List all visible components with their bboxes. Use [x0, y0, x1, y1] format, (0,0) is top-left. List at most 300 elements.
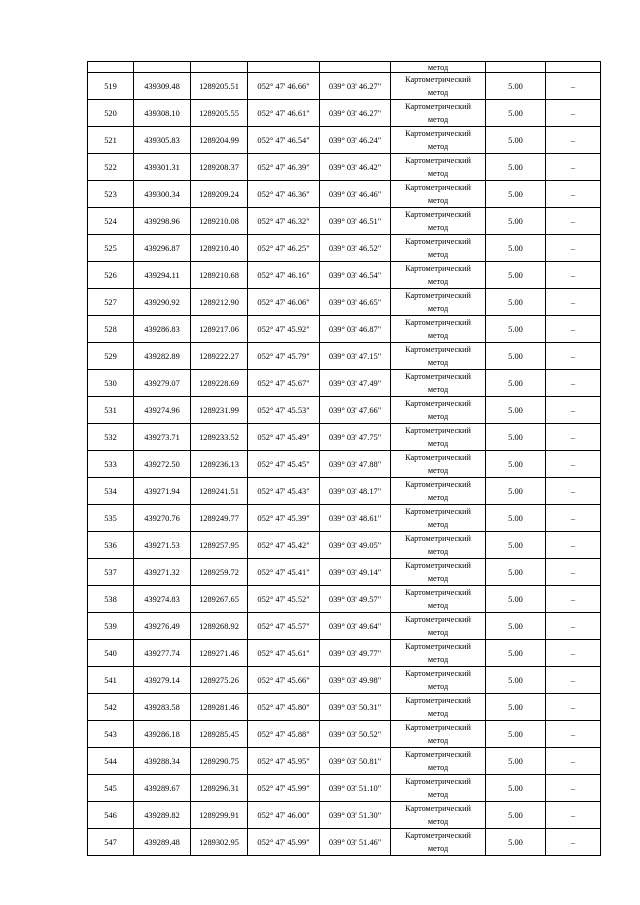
cell-x: 439308.10 [134, 100, 191, 127]
cell-x: 439283.58 [134, 694, 191, 721]
cell-point-number: 538 [88, 586, 134, 613]
table-row [88, 181, 601, 208]
cell-accuracy: 5.00 [486, 721, 546, 748]
cell-longitude: 039° 03' 49.57" [320, 586, 391, 613]
cell-y: 1289302.95 [191, 829, 248, 856]
method-line-2: метод [427, 493, 449, 502]
method-line-1: Картометрический [405, 696, 471, 705]
cell-method [391, 181, 486, 208]
method-line-1: Картометрический [405, 129, 471, 138]
cell-point-number: 528 [88, 316, 134, 343]
cell-longitude: 039° 03' 50.81" [320, 748, 391, 775]
table-row [88, 613, 601, 640]
cell-latitude: 052° 47' 46.54" [248, 127, 320, 154]
cell-point-number: 523 [88, 181, 134, 208]
cell-method [391, 343, 486, 370]
cell-note: – [546, 208, 601, 235]
cell-latitude: 052° 47' 46.16" [248, 262, 320, 289]
cell-y: 1289236.13 [191, 451, 248, 478]
cell-note: – [546, 181, 601, 208]
cell-point-number: 521 [88, 127, 134, 154]
cell-method [391, 154, 486, 181]
cell-y: 1289208.37 [191, 154, 248, 181]
cell-latitude: 052° 47' 45.88" [248, 721, 320, 748]
cell-latitude: 052° 47' 45.41" [248, 559, 320, 586]
cell-longitude: 039° 03' 46.51" [320, 208, 391, 235]
cell-x: 439271.94 [134, 478, 191, 505]
method-line-2: метод [427, 385, 449, 394]
method-line-2: метод [427, 817, 449, 826]
cell-y: 1289268.92 [191, 613, 248, 640]
cell-y: 1289204.99 [191, 127, 248, 154]
cell-note: – [546, 640, 601, 667]
method-line-2: метод [427, 115, 449, 124]
cell-latitude: 052° 47' 45.66" [248, 667, 320, 694]
cell-method [391, 451, 486, 478]
cell-latitude: 052° 47' 45.92" [248, 316, 320, 343]
cell-latitude: 052° 47' 45.42" [248, 532, 320, 559]
cell-latitude: 052° 47' 45.79" [248, 343, 320, 370]
cell-accuracy: 5.00 [486, 559, 546, 586]
cell-longitude: 039° 03' 47.66" [320, 397, 391, 424]
cell-longitude: 039° 03' 48.17" [320, 478, 391, 505]
cell-point-number: 545 [88, 775, 134, 802]
cell-point-number: 526 [88, 262, 134, 289]
cell-note: – [546, 829, 601, 856]
cell-point-number: 536 [88, 532, 134, 559]
cell-y: 1289296.31 [191, 775, 248, 802]
method-line-1: Картометрический [405, 723, 471, 732]
cell-x: 439289.48 [134, 829, 191, 856]
table-row [88, 73, 601, 100]
coordinates-table [87, 61, 601, 856]
cell-accuracy: 5.00 [486, 667, 546, 694]
cell-method [391, 613, 486, 640]
cell-method [391, 478, 486, 505]
cell-x: 439294.11 [134, 262, 191, 289]
cell-method [391, 505, 486, 532]
table-row [88, 208, 601, 235]
method-line-2: метод [427, 574, 449, 583]
cell-note: – [546, 370, 601, 397]
cell-method [391, 262, 486, 289]
cell-point-number: 519 [88, 73, 134, 100]
cell-longitude: 039° 03' 46.65" [320, 289, 391, 316]
cell-point-number: 535 [88, 505, 134, 532]
cell-latitude: 052° 47' 45.53" [248, 397, 320, 424]
table-row [88, 775, 601, 802]
method-line-1: Картометрический [405, 291, 471, 300]
cell-latitude: 052° 47' 46.66" [248, 73, 320, 100]
cell-latitude: 052° 47' 45.61" [248, 640, 320, 667]
cell-latitude: 052° 47' 46.06" [248, 289, 320, 316]
method-line-1: Картометрический [405, 777, 471, 786]
cell-note: – [546, 586, 601, 613]
cell-latitude: 052° 47' 46.39" [248, 154, 320, 181]
cell-x: 439286.18 [134, 721, 191, 748]
cell-longitude: 039° 03' 46.52" [320, 235, 391, 262]
cell-accuracy: 5.00 [486, 316, 546, 343]
cell-point-number: 539 [88, 613, 134, 640]
cell-y: 1289231.99 [191, 397, 248, 424]
cell-empty [88, 62, 134, 73]
cell-x: 439282.89 [134, 343, 191, 370]
table-row [88, 559, 601, 586]
cell-longitude: 039° 03' 51.30" [320, 802, 391, 829]
method-line-2: метод [427, 223, 449, 232]
cell-note: – [546, 451, 601, 478]
cell-longitude: 039° 03' 49.05" [320, 532, 391, 559]
cell-x: 439298.96 [134, 208, 191, 235]
cell-empty [486, 62, 546, 73]
cell-method [391, 667, 486, 694]
cell-longitude: 039° 03' 46.27" [320, 73, 391, 100]
cell-note: – [546, 802, 601, 829]
table-row [88, 397, 601, 424]
method-line-1: Картометрический [405, 237, 471, 246]
method-line-2: метод [427, 466, 449, 475]
method-line-2: метод [427, 142, 449, 151]
method-line-2: метод [427, 790, 449, 799]
cell-longitude: 039° 03' 46.27" [320, 100, 391, 127]
table-row [88, 829, 601, 856]
cell-longitude: 039° 03' 51.46" [320, 829, 391, 856]
cell-point-number: 532 [88, 424, 134, 451]
method-line-2: метод [427, 331, 449, 340]
cell-longitude: 039° 03' 47.75" [320, 424, 391, 451]
cell-accuracy: 5.00 [486, 775, 546, 802]
cell-method [391, 802, 486, 829]
cell-note: – [546, 505, 601, 532]
cell-point-number: 520 [88, 100, 134, 127]
cell-point-number: 524 [88, 208, 134, 235]
cell-latitude: 052° 47' 45.49" [248, 424, 320, 451]
cell-method [391, 829, 486, 856]
cell-note: – [546, 721, 601, 748]
cell-latitude: 052° 47' 45.57" [248, 613, 320, 640]
table-row [88, 532, 601, 559]
cell-accuracy: 5.00 [486, 802, 546, 829]
method-line-1: Картометрический [405, 453, 471, 462]
cell-y: 1289299.91 [191, 802, 248, 829]
cell-accuracy: 5.00 [486, 694, 546, 721]
cell-latitude: 052° 47' 45.45" [248, 451, 320, 478]
cell-longitude: 039° 03' 47.88" [320, 451, 391, 478]
method-line-1: Картометрический [405, 102, 471, 111]
cell-point-number: 533 [88, 451, 134, 478]
cell-note: – [546, 343, 601, 370]
cell-longitude: 039° 03' 49.77" [320, 640, 391, 667]
cell-method [391, 397, 486, 424]
cell-accuracy: 5.00 [486, 208, 546, 235]
cell-longitude: 039° 03' 49.98" [320, 667, 391, 694]
method-line-2: метод [427, 655, 449, 664]
cell-accuracy: 5.00 [486, 262, 546, 289]
table-row [88, 289, 601, 316]
method-line-1: Картометрический [405, 507, 471, 516]
method-line-2: метод [427, 844, 449, 853]
cell-longitude: 039° 03' 47.15" [320, 343, 391, 370]
cell-latitude: 052° 47' 46.61" [248, 100, 320, 127]
cell-note: – [546, 478, 601, 505]
cell-y: 1289205.51 [191, 73, 248, 100]
cell-method [391, 235, 486, 262]
cell-longitude: 039° 03' 46.24" [320, 127, 391, 154]
cell-method [391, 127, 486, 154]
cell-x: 439288.34 [134, 748, 191, 775]
cell-point-number: 530 [88, 370, 134, 397]
method-line-1: Картометрический [405, 534, 471, 543]
cell-note: – [546, 73, 601, 100]
cell-method [391, 316, 486, 343]
cell-y: 1289222.27 [191, 343, 248, 370]
table-row [88, 586, 601, 613]
cell-method [391, 640, 486, 667]
cell-method-continued: метод [391, 62, 486, 73]
cell-accuracy: 5.00 [486, 478, 546, 505]
cell-method [391, 100, 486, 127]
cell-longitude: 039° 03' 46.46" [320, 181, 391, 208]
method-line-2: метод [427, 196, 449, 205]
cell-x: 439305.83 [134, 127, 191, 154]
cell-accuracy: 5.00 [486, 235, 546, 262]
cell-y: 1289210.40 [191, 235, 248, 262]
method-line-1: Картометрический [405, 588, 471, 597]
table-body [88, 62, 601, 856]
cell-x: 439290.92 [134, 289, 191, 316]
cell-latitude: 052° 47' 45.99" [248, 775, 320, 802]
cell-accuracy: 5.00 [486, 532, 546, 559]
cell-point-number: 529 [88, 343, 134, 370]
table-row [88, 640, 601, 667]
method-line-1: Картометрический [405, 264, 471, 273]
cell-note: – [546, 262, 601, 289]
cell-accuracy: 5.00 [486, 586, 546, 613]
cell-longitude: 039° 03' 49.14" [320, 559, 391, 586]
cell-note: – [546, 559, 601, 586]
cell-note: – [546, 127, 601, 154]
cell-point-number: 522 [88, 154, 134, 181]
cell-y: 1289275.26 [191, 667, 248, 694]
table-row [88, 748, 601, 775]
cell-latitude: 052° 47' 45.99" [248, 829, 320, 856]
cell-method [391, 775, 486, 802]
cell-y: 1289228.69 [191, 370, 248, 397]
cell-longitude: 039° 03' 50.31" [320, 694, 391, 721]
cell-latitude: 052° 47' 45.67" [248, 370, 320, 397]
cell-x: 439271.53 [134, 532, 191, 559]
cell-method [391, 721, 486, 748]
cell-accuracy: 5.00 [486, 127, 546, 154]
cell-x: 439274.96 [134, 397, 191, 424]
method-line-2: метод [427, 709, 449, 718]
cell-latitude: 052° 47' 45.43" [248, 478, 320, 505]
cell-x: 439289.67 [134, 775, 191, 802]
cell-longitude: 039° 03' 46.42" [320, 154, 391, 181]
cell-longitude: 039° 03' 50.52" [320, 721, 391, 748]
method-line-2: метод [427, 88, 449, 97]
cell-accuracy: 5.00 [486, 370, 546, 397]
cell-note: – [546, 775, 601, 802]
cell-method [391, 559, 486, 586]
cell-x: 439277.74 [134, 640, 191, 667]
cell-y: 1289212.90 [191, 289, 248, 316]
cell-method [391, 370, 486, 397]
table-row [88, 478, 601, 505]
cell-latitude: 052° 47' 45.39" [248, 505, 320, 532]
cell-accuracy: 5.00 [486, 451, 546, 478]
cell-note: – [546, 316, 601, 343]
cell-point-number: 547 [88, 829, 134, 856]
cell-latitude: 052° 47' 45.95" [248, 748, 320, 775]
cell-x: 439309.48 [134, 73, 191, 100]
cell-accuracy: 5.00 [486, 100, 546, 127]
cell-accuracy: 5.00 [486, 181, 546, 208]
cell-method [391, 532, 486, 559]
cell-longitude: 039° 03' 51.10" [320, 775, 391, 802]
cell-latitude: 052° 47' 46.25" [248, 235, 320, 262]
cell-x: 439274.83 [134, 586, 191, 613]
method-line-1: Картометрический [405, 480, 471, 489]
cell-y: 1289290.75 [191, 748, 248, 775]
cell-longitude: 039° 03' 46.87" [320, 316, 391, 343]
table-row [88, 505, 601, 532]
method-line-1: Картометрический [405, 156, 471, 165]
method-line-1: Картометрический [405, 669, 471, 678]
cell-note: – [546, 694, 601, 721]
cell-x: 439279.07 [134, 370, 191, 397]
method-line-1: Картометрический [405, 318, 471, 327]
cell-point-number: 531 [88, 397, 134, 424]
cell-method [391, 208, 486, 235]
cell-accuracy: 5.00 [486, 829, 546, 856]
cell-latitude: 052° 47' 46.00" [248, 802, 320, 829]
cell-accuracy: 5.00 [486, 505, 546, 532]
method-line-1: Картометрический [405, 210, 471, 219]
cell-x: 439301.31 [134, 154, 191, 181]
cell-y: 1289249.77 [191, 505, 248, 532]
method-line-2: метод [427, 277, 449, 286]
cell-x: 439296.87 [134, 235, 191, 262]
cell-accuracy: 5.00 [486, 424, 546, 451]
cell-x: 439289.82 [134, 802, 191, 829]
cell-note: – [546, 667, 601, 694]
cell-note: – [546, 532, 601, 559]
cell-latitude: 052° 47' 45.80" [248, 694, 320, 721]
method-line-1: Картометрический [405, 804, 471, 813]
cell-x: 439300.34 [134, 181, 191, 208]
method-line-1: Картометрический [405, 426, 471, 435]
method-line-2: метод [427, 304, 449, 313]
cell-x: 439271.32 [134, 559, 191, 586]
cell-latitude: 052° 47' 46.32" [248, 208, 320, 235]
cell-method [391, 694, 486, 721]
cell-y: 1289281.46 [191, 694, 248, 721]
cell-x: 439272.50 [134, 451, 191, 478]
table-row [88, 316, 601, 343]
cell-point-number: 541 [88, 667, 134, 694]
cell-accuracy: 5.00 [486, 613, 546, 640]
cell-accuracy: 5.00 [486, 343, 546, 370]
method-line-1: Картометрический [405, 750, 471, 759]
cell-y: 1289210.08 [191, 208, 248, 235]
cell-point-number: 546 [88, 802, 134, 829]
method-line-1: Картометрический [405, 345, 471, 354]
method-line-2: метод [427, 358, 449, 367]
table-row [88, 154, 601, 181]
cell-y: 1289217.06 [191, 316, 248, 343]
table-row-continued [88, 62, 601, 73]
cell-point-number: 543 [88, 721, 134, 748]
cell-empty [191, 62, 248, 73]
cell-x: 439276.49 [134, 613, 191, 640]
cell-y: 1289267.65 [191, 586, 248, 613]
cell-note: – [546, 748, 601, 775]
cell-empty [248, 62, 320, 73]
cell-note: – [546, 289, 601, 316]
method-line-1: Картометрический [405, 399, 471, 408]
cell-x: 439279.14 [134, 667, 191, 694]
table-row [88, 127, 601, 154]
method-line-2: метод [427, 682, 449, 691]
cell-note: – [546, 397, 601, 424]
method-line-2: метод [427, 412, 449, 421]
cell-empty [546, 62, 601, 73]
cell-accuracy: 5.00 [486, 640, 546, 667]
cell-y: 1289210.68 [191, 262, 248, 289]
cell-point-number: 540 [88, 640, 134, 667]
cell-longitude: 039° 03' 46.54" [320, 262, 391, 289]
cell-accuracy: 5.00 [486, 154, 546, 181]
cell-x: 439286.83 [134, 316, 191, 343]
method-line-2: метод [427, 169, 449, 178]
method-line-2: метод [427, 763, 449, 772]
cell-y: 1289285.45 [191, 721, 248, 748]
method-line-2: метод [427, 547, 449, 556]
table-row [88, 424, 601, 451]
table-row [88, 721, 601, 748]
cell-longitude: 039° 03' 47.49" [320, 370, 391, 397]
cell-method [391, 289, 486, 316]
method-line-2: метод [427, 601, 449, 610]
cell-y: 1289271.46 [191, 640, 248, 667]
cell-y: 1289209.24 [191, 181, 248, 208]
cell-y: 1289257.95 [191, 532, 248, 559]
table-row [88, 235, 601, 262]
method-line-1: Картометрический [405, 642, 471, 651]
method-line-1: Картометрический [405, 183, 471, 192]
cell-point-number: 525 [88, 235, 134, 262]
cell-empty [320, 62, 391, 73]
cell-note: – [546, 235, 601, 262]
cell-longitude: 039° 03' 49.64" [320, 613, 391, 640]
cell-accuracy: 5.00 [486, 289, 546, 316]
table-row [88, 343, 601, 370]
cell-method [391, 73, 486, 100]
cell-y: 1289233.52 [191, 424, 248, 451]
cell-point-number: 544 [88, 748, 134, 775]
cell-note: – [546, 613, 601, 640]
cell-x: 439273.71 [134, 424, 191, 451]
table-row [88, 451, 601, 478]
cell-note: – [546, 154, 601, 181]
cell-y: 1289205.55 [191, 100, 248, 127]
cell-note: – [546, 424, 601, 451]
cell-note: – [546, 100, 601, 127]
cell-latitude: 052° 47' 46.36" [248, 181, 320, 208]
method-line-1: Картометрический [405, 561, 471, 570]
cell-latitude: 052° 47' 45.52" [248, 586, 320, 613]
